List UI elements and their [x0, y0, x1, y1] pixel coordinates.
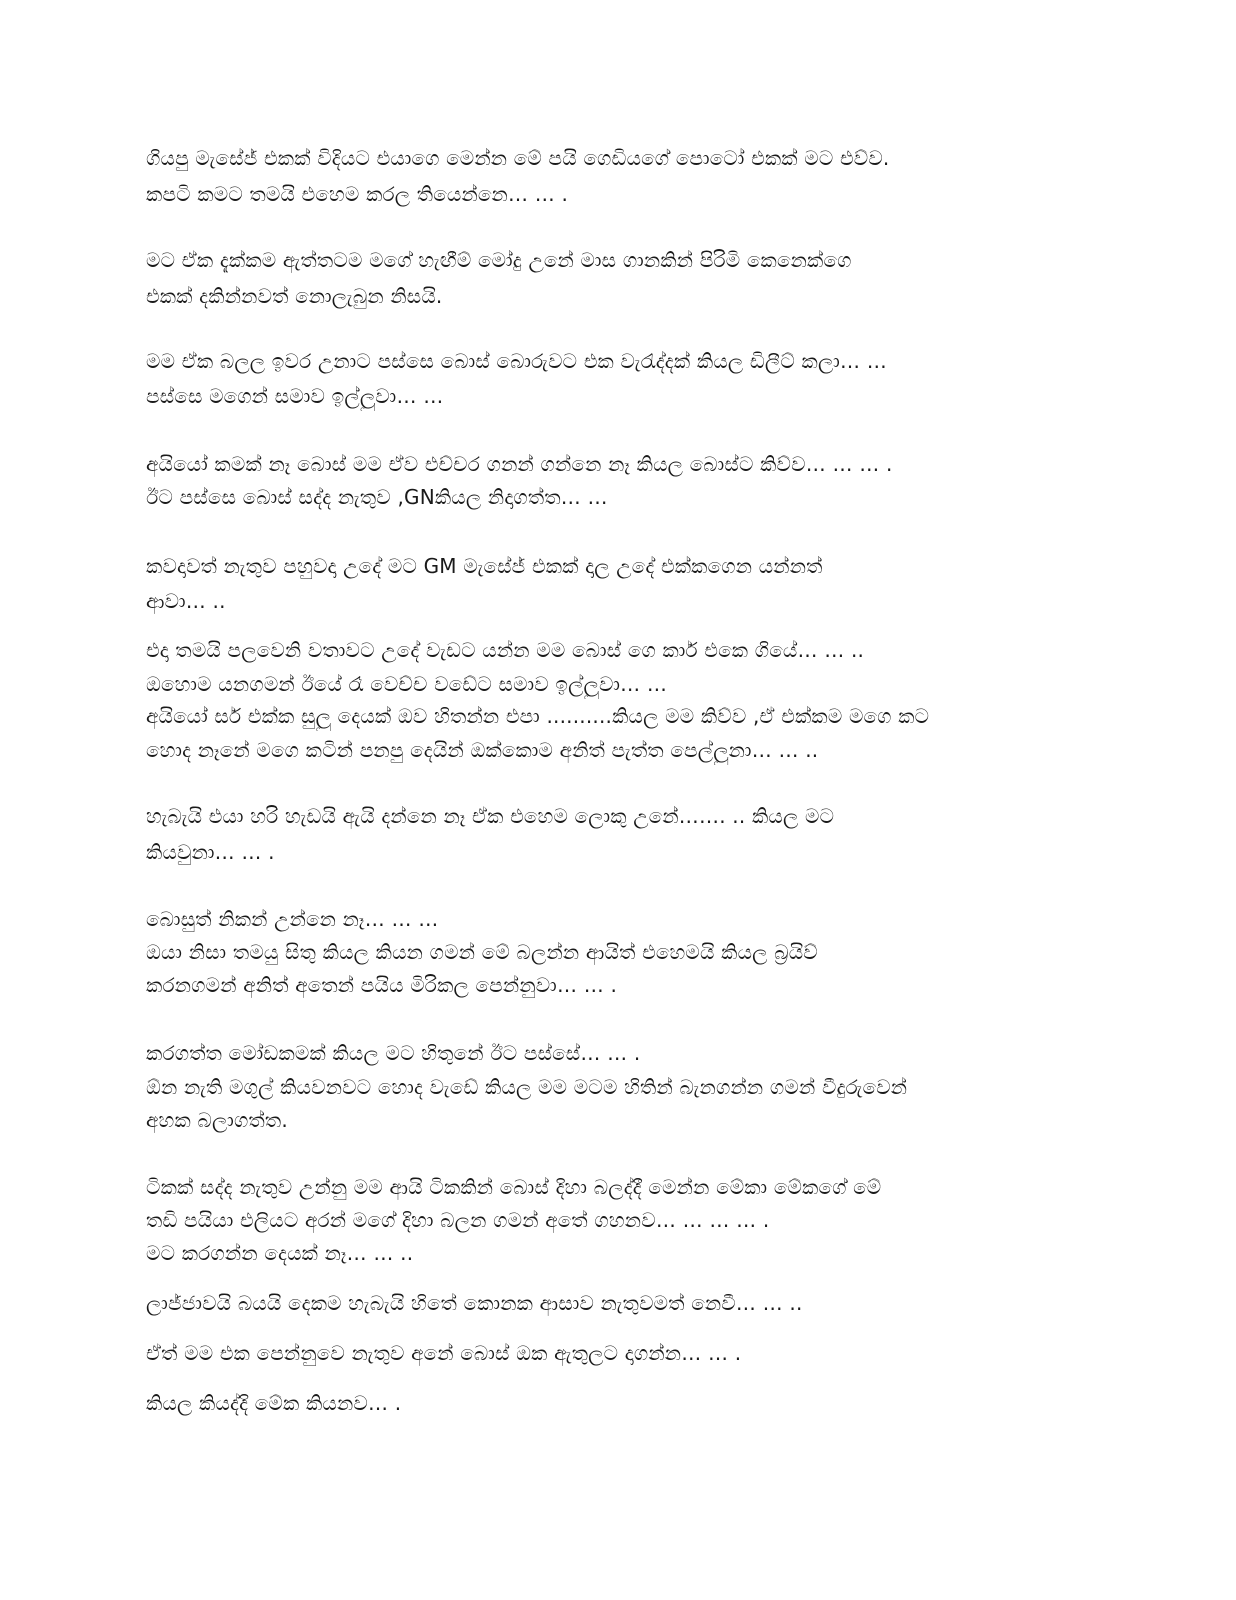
text-line-11: එදා තමයි පලවෙනි වතාවට උදේ වැඩට යන්න මම බොස් ගෙ කාර් එකෙ ගියේ… … ..	[146, 638, 865, 662]
text-line-19: කරනගමන් අනිත් අතෙන් පයිය මිරිකල පෙන්නුවා… … .	[146, 973, 618, 997]
text-line-18: ඔයා නිසා තමයු සිතු කියල කියන ගමන් මේ බලන්න ආයිත් එහෙමයි කියල බ්‍රයිව්	[146, 940, 818, 964]
text-line-21: ඕන නැති මගුල් කියවනවට හොද වැඩේ කියල මම මටම හිතින් බැනගන්න ගමන් වීදුරුවෙන්	[146, 1075, 908, 1099]
text-line-12: ඔහොම යනගමන් ඊයේ රෑ වෙච්ච වඩේට සමාව ඉල්ලුවා… …	[146, 672, 668, 696]
text-line-22: අහක බලාගත්ත.	[146, 1108, 288, 1132]
text-line-25: මට කරගන්න දෙයක් නෑ… … ..	[146, 1241, 414, 1265]
text-line-17: බොසුත් නිකන් උන්නෙ නෑ… … …	[146, 907, 439, 931]
text-line-15: හැබැයි එයා හරි හැඩයි ඇයි දන්නෙ නෑ ඒක එහෙම ලොකු උනේ……. .. කියල මට	[146, 804, 835, 828]
text-line-16: කියවුනා… … .	[146, 840, 275, 864]
text-line-20: කරගත්ත මෝඩකමක් කියල මට හිතුනේ ඊට පස්සේ… … .	[146, 1041, 641, 1065]
text-line-9: කවදාවත් නැතුව පහුවදා උදේ මට GM මැසේජ් එකක් දාල උදේ එක්කගෙන යන්නත්	[146, 554, 823, 578]
text-line-7: අයියෝ කමක් නෑ බොස් මම ඒව එච්චර ගනන් ගන්නෙ නෑ කියල බොස්ට කිව්ව… … … .	[146, 452, 893, 476]
text-line-6: පස්සෙ මගෙන් සමාව ඉල්ලුවා… …	[146, 384, 444, 408]
text-line-10: ආවා… ..	[146, 589, 226, 613]
text-line-3: මට ඒක දැක්කම ඇත්තටම මගේ හැඟීම් මෝදු උනේ මාස ගානකින් පිරිමි කෙනෙක්ගෙ	[146, 248, 852, 272]
text-line-1: ගියපු මැසේජ් එකක් විදියට එයාගෙ මෙන්න මේ පයි ගෙඩියගේ පොටෝ එකක් මට එව්ව.	[146, 146, 890, 170]
text-line-27: ඒත් මම එක පෙන්නුවෙ නැතුව අනේ බොස් ඔක ඇතුලට දාගන්න… … .	[146, 1341, 742, 1365]
text-line-23: ටිකක් සද්ද නැතුව උන්නු මම ආයි ටිකකින් බොස් දිහා බලද්දී මෙන්න මේකා මේකගේ මේ	[146, 1175, 882, 1199]
text-line-14: හොද නෑනේ මගෙ කටින් පනපු දෙයින් ඔක්කොම අනිත් පැත්ත පෙල්ලුනා… … ..	[146, 738, 819, 762]
text-line-5: මම ඒක බලල ඉවර උනාට පස්සෙ බොස් බොරුවට එක වැරැද්දක් කියල ඩිලීට් කලා… …	[146, 349, 887, 373]
text-line-8: ඊට පස්සෙ බොස් සද්ද නැතුව ,GNකියල නිදාගත්ත… …	[146, 485, 608, 509]
text-line-2: කපටි කමට තමයි එහෙම කරල තියෙන්නෙ… … .	[146, 182, 569, 206]
text-line-24: තඩි පයියා එලියට අරන් මගේ දිහා බලන ගමන් අතේ ගහනව… … … … .	[146, 1208, 770, 1232]
text-line-4: එකක් දකින්නවත් නොලැබුන නිසයි.	[146, 284, 443, 308]
text-line-13: අයියෝ සර් එක්ක සුලු දෙයක් ඔව හිතන්න එපා ..........කියල මම කිව්ව ,ඒ එක්කම මගෙ කට	[146, 704, 930, 728]
text-line-26: ලාජ්ජාවයි බයයි දෙකම හැබැයි හිතේ කොනක ආසාව නැතුවමත් නෙවී… … ..	[146, 1291, 803, 1315]
text-line-28: කියල කියද්දි මේක කියනව… .	[146, 1391, 402, 1415]
